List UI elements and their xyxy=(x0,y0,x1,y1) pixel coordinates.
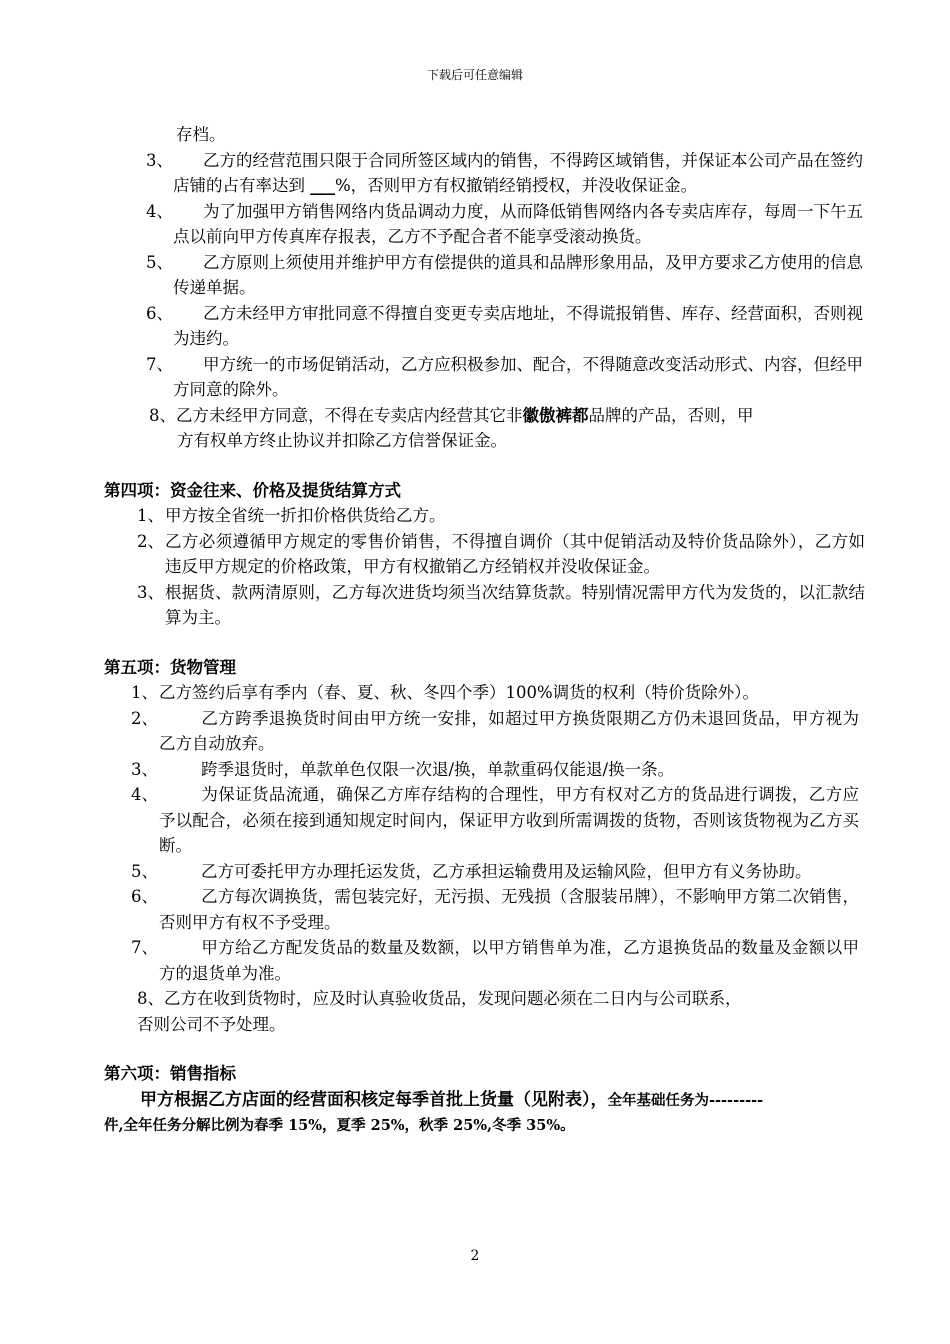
section-6-title: 第六项：销售指标 xyxy=(104,1064,236,1083)
clause-3-5 xyxy=(146,250,863,301)
clause-text: 甲方统一的市场促销活动，乙方应积极参加、配合，不得随意改变活动形式、内容，但经甲方同意的除外。 xyxy=(173,354,863,399)
clause-5-7 xyxy=(131,935,859,986)
clause-number: 1、 xyxy=(137,506,164,525)
section-4-title: 第四项：资金往来、价格及提货结算方式 xyxy=(104,480,401,500)
clause-number: 5、 xyxy=(131,861,158,881)
clause-text: 甲方按全省统一折扣价格供货给乙方。 xyxy=(165,506,446,525)
clause-number: 6、 xyxy=(131,887,158,906)
clause-5-3 xyxy=(131,757,859,783)
continued-text: 存档。 xyxy=(176,125,226,144)
clause-number: 7、 xyxy=(146,354,173,374)
clause-5-6 xyxy=(131,884,859,935)
sales-text: 甲方根据乙方店面的经营面积核定每季首批上货量（见附表）， xyxy=(140,1089,608,1110)
clause-5-4 xyxy=(131,782,859,859)
clause-number: 3、 xyxy=(137,582,164,602)
clause-number: 2、 xyxy=(131,708,158,728)
section-5-title: 第五项：货物管理 xyxy=(104,657,236,677)
clause-text-line2: 否则公司不予处理。 xyxy=(137,1014,286,1034)
clause-number: 2、 xyxy=(137,531,164,551)
page-header: 下载后可任意编辑 xyxy=(426,68,523,82)
clause-text: 为了加强甲方销售网络内货品调动力度，从而降低销售网络内各专卖店库存，每周一下午五点以前向甲方传真库存报表，乙方不予配合者不能享受滚动换货。 xyxy=(173,201,863,246)
sales-base-task: 全年基础任务为--------- xyxy=(607,1091,764,1109)
clause-text-cont: 品牌的产品，否则，甲 xyxy=(588,405,754,425)
clause-3-8 xyxy=(149,403,855,454)
blank-underline: ___ xyxy=(310,176,335,195)
clause-text: 根据货、款两清原则，乙方每次进货均须当次结算货款。特别情况需甲方代为发货的，以汇款结算为主。 xyxy=(165,582,865,627)
clause-text: 乙方跨季退换货时间由甲方统一安排，如超过甲方换货限期乙方仍未退回货品，甲方视为乙方自动放弃。 xyxy=(159,708,859,753)
sales-ratio: 件,全年任务分解比例为春季 15%，夏季 25%，秋季 25%,冬季 35%。 xyxy=(104,1117,575,1134)
clause-number: 5、 xyxy=(146,252,173,272)
clause-text: 乙方签约后享有季内（春、夏、秋、冬四个季）100%调货的权利（特价货除外）。 xyxy=(159,683,759,702)
clause-number: 6、 xyxy=(146,303,173,323)
clause-text: 乙方必须遵循甲方规定的零售价销售，不得擅自调价（其中促销活动及特价货品除外），乙方如违反甲方规定的价格政策，甲方有权撤销乙方经销权并没收保证金。 xyxy=(165,531,865,576)
clause-text: 乙方未经甲方审批同意不得擅自变更专卖店地址，不得谎报销售、库存、经营面积，否则视为违约。 xyxy=(173,303,863,348)
clause-text: 跨季退货时，单款单色仅限一次退/换，单款重码仅能退/换一条。 xyxy=(201,759,675,779)
clause-text: 乙方的经营范围只限于合同所签区域内的销售，不得跨区域销售，并保证本公司产品在签约店铺的占有率达到 xyxy=(173,150,863,195)
clause-3-6 xyxy=(146,301,863,352)
clause-4-1 xyxy=(137,503,865,529)
clause-5-2 xyxy=(131,706,859,757)
sales-target-paragraph xyxy=(104,1087,854,1139)
clause-5-8 xyxy=(137,986,853,1037)
clause-text: 甲方给乙方配发货品的数量及数额，以甲方销售单为准，乙方退换货品的数量及金额以甲方的退货单为准。 xyxy=(159,938,859,983)
document-body xyxy=(0,122,950,1139)
clause-text: 乙方原则上须使用并维护甲方有偿提供的道具和品牌形象用品，及甲方要求乙方使用的信息传递单据。 xyxy=(173,252,863,297)
clause-number: 4、 xyxy=(146,201,173,221)
clause-3-7 xyxy=(146,352,863,403)
clause-number: 1、 xyxy=(131,683,158,702)
clause-4-2 xyxy=(137,529,865,580)
brand-name: 徽傲裤都 xyxy=(522,405,589,425)
clause-3-3 xyxy=(146,148,863,199)
clause-number: 4、 xyxy=(131,785,158,804)
clause-text-cont: %，否则甲方有权撤销经销授权，并没收保证金。 xyxy=(335,176,698,195)
clause-5-1 xyxy=(131,680,859,706)
clause-number: 7、 xyxy=(131,938,158,957)
clause-text: 乙方每次调换货，需包装完好，无污损、无残损（含服装吊牌），不影响甲方第二次销售，否则甲方有权不予受理。 xyxy=(159,887,859,932)
clause-number: 3、 xyxy=(146,150,173,170)
clause-text-line2: 方有权单方终止协议并扣除乙方信誉保证金。 xyxy=(177,431,507,450)
clause-4-3 xyxy=(137,580,865,631)
clause-5-5 xyxy=(131,859,859,885)
clause-3-4 xyxy=(146,199,863,250)
clause-text: 为保证货品流通，确保乙方库存结构的合理性，甲方有权对乙方的货品进行调拨，乙方应予以配合，必须在接到通知规定时间内，保证甲方收到所需调拨的货物，否则该货物视为乙方买断。 xyxy=(159,785,859,855)
clause-text: 8、乙方未经甲方同意，不得在专卖店内经营其它非 xyxy=(149,405,523,425)
clause-text: 8、乙方在收到货物时，应及时认真验收货品，发现问题必须在二日内与公司联系， xyxy=(137,989,742,1008)
clause-number: 3、 xyxy=(131,759,158,779)
clause-text: 乙方可委托甲方办理托运发货，乙方承担运输费用及运输风险，但甲方有义务协助。 xyxy=(201,861,812,881)
page-number: 2 xyxy=(470,1248,480,1264)
